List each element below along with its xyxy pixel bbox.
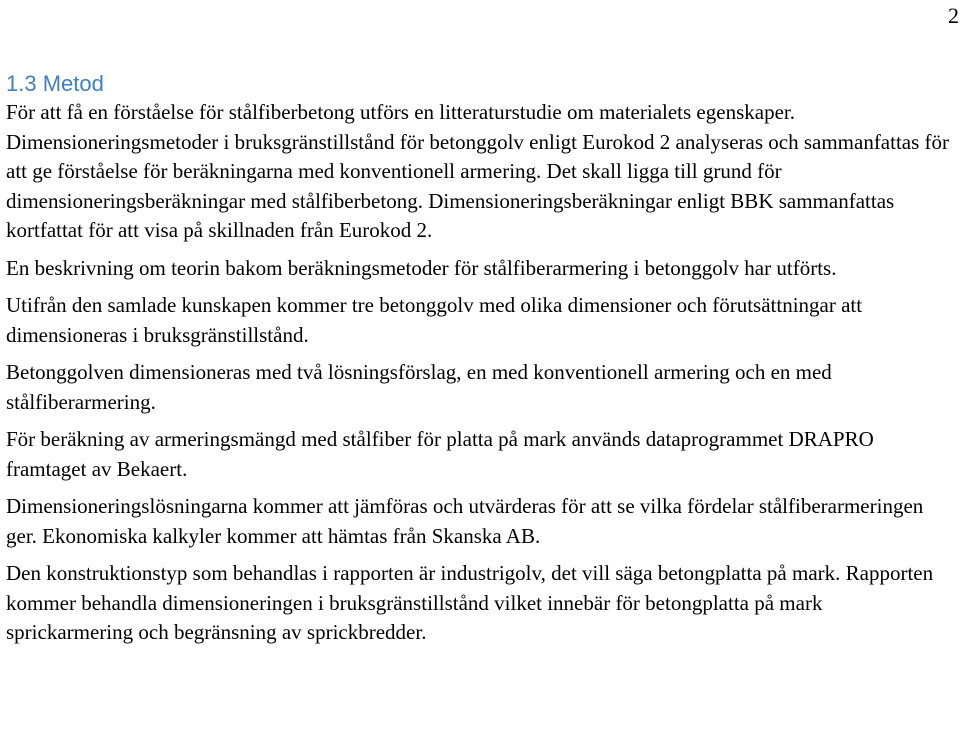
paragraph-method-intro: För att få en förståelse för stålfiberbetong utförs en litteraturstudie om materialets egenskaper. Dimensioneringsmetoder i bruksgränstillstånd för betonggolv enligt Eurokod 2 analyseras och sammanfattas för att ge förståelse för beräkningarna med konventionell armering. Det skall ligga till grund för dimensioneringsberäkningar med stålfiberbetong. Dimensioneringsberäkningar enligt BBK sammanfattas kortfattat för att visa på skillnaden från Eurokod 2. — [6, 100, 950, 242]
paragraph-scope: Den konstruktionstyp som behandlas i rapporten är industrigolv, det vill säga betongplatta på mark. Rapporten kommer behandla dimensioneringen i bruksgränstillstånd vilket innebär för betongplatta på mark sprickarmering och begränsning av sprickbredder. — [6, 561, 934, 644]
paragraph-comparison: Dimensioneringslösningarna kommer att jämföras och utvärderas för att se vilka fördelar stålfiberarmeringen ger. Ekonomiska kalkyler kommer att hämtas från Skanska AB. — [6, 494, 924, 548]
paragraph-drapro: För beräkning av armeringsmängd med stålfiber för platta på mark används dataprogrammet DRAPRO framtaget av Bekaert. — [6, 427, 874, 481]
paragraph-theory: En beskrivning om teorin bakom beräkningsmetoder för stålfiberarmering i betonggolv har utförts. — [6, 255, 837, 280]
paragraph-floors: Utifrån den samlade kunskapen kommer tre betonggolv med olika dimensioner och förutsättningar att dimensioneras i bruksgränstillstånd. — [6, 293, 863, 347]
page-number: 2 — [948, 3, 959, 28]
document-body — [6, 70, 954, 648]
section-heading: 1.3 Metod — [6, 71, 104, 96]
paragraph-solutions: Betonggolven dimensioneras med två lösningsförslag, en med konventionell armering och en med stålfiberarmering. — [6, 360, 832, 414]
